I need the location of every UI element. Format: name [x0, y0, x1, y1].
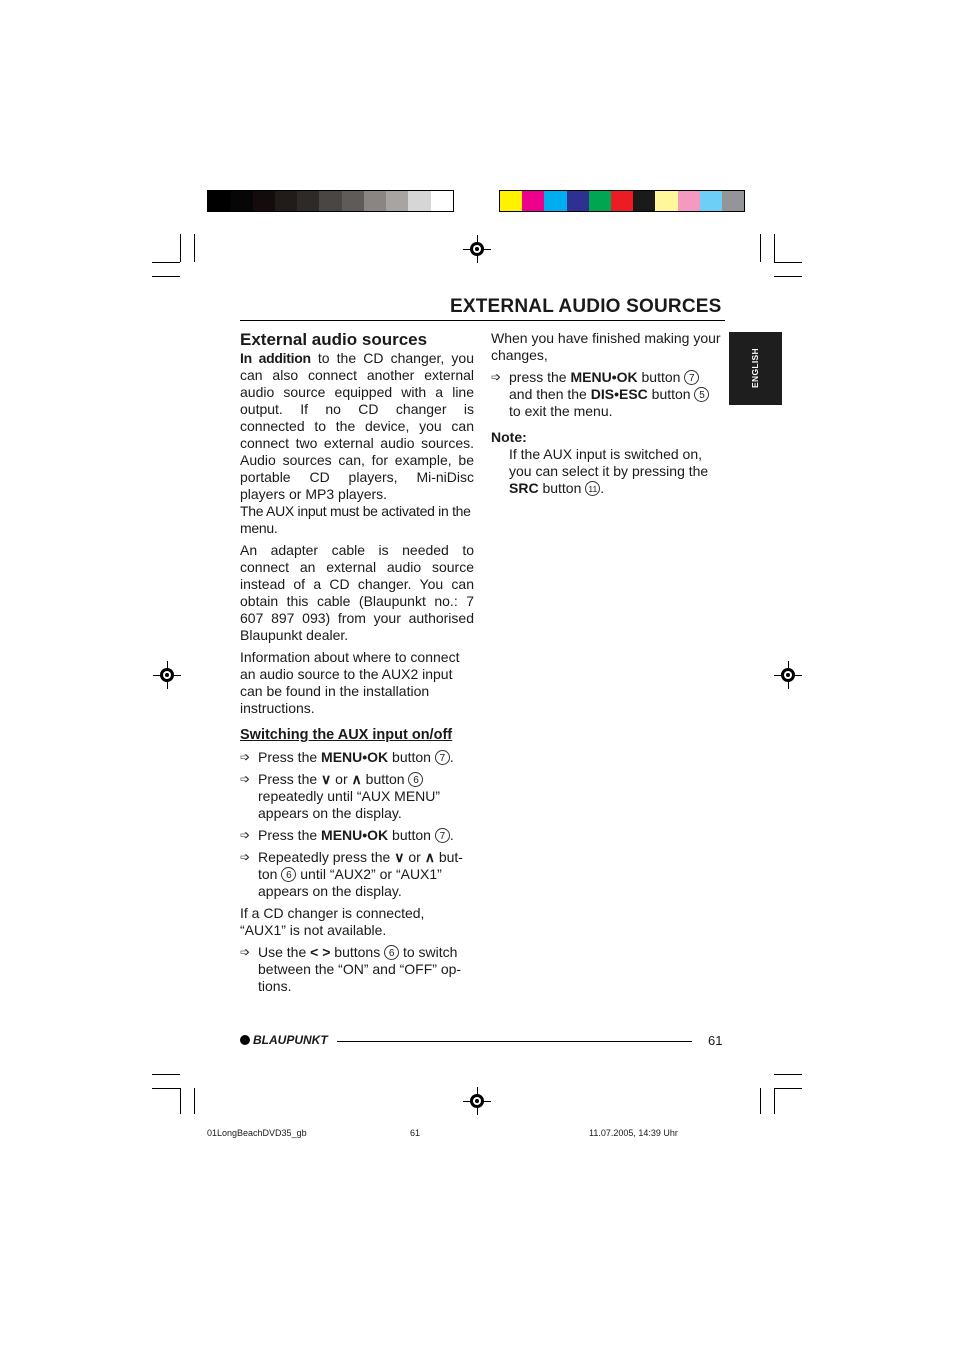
color-swatch	[364, 191, 386, 211]
color-swatch	[611, 191, 633, 211]
blaupunkt-logo	[240, 1033, 328, 1047]
step-text: .	[449, 749, 454, 765]
adapter-paragraph: An adapter cable is needed to connect an external audio source instead of a CD changer. You can obtain this cable (Blaupunkt no.: 7 607 897 093) from your authorised Blaupunkt dealer.	[240, 542, 474, 643]
chevron-up-icon: ∧	[351, 771, 362, 787]
step-text: but-ton	[258, 849, 463, 882]
crop-mark	[152, 276, 180, 277]
color-swatch	[230, 191, 252, 211]
crop-mark	[180, 1088, 181, 1114]
color-swatch	[567, 191, 589, 211]
crop-mark	[774, 276, 802, 277]
color-swatch	[589, 191, 611, 211]
step-text: and then the	[509, 386, 591, 402]
color-swatch	[208, 191, 230, 211]
crop-mark	[774, 234, 775, 262]
note-body: .	[600, 480, 605, 496]
crop-mark	[774, 1088, 775, 1114]
crop-mark	[760, 1088, 761, 1114]
finish-paragraph: When you have finished making your changes,	[491, 330, 721, 363]
intro-bold: In addition	[240, 350, 311, 366]
step-text: until “AUX2” or “AUX1” appears on the display.	[258, 866, 442, 899]
src-label: SRC	[509, 480, 539, 496]
step-item	[240, 749, 474, 766]
step-text: or	[404, 849, 425, 865]
note-body: If the AUX input is switched on, you can select it by pressing the	[509, 446, 709, 479]
language-tab	[729, 332, 782, 405]
button-number-badge: 11	[585, 481, 600, 496]
right-arrow-icon: ➩	[491, 370, 502, 384]
right-arrow-icon: ➩	[240, 850, 251, 864]
chevron-up-icon: ∧	[424, 849, 435, 865]
aux-activation-note: The AUX input must be activated in the menu.	[240, 503, 471, 536]
step-text: button	[388, 749, 435, 765]
note-text	[491, 446, 727, 497]
menu-ok-label: MENU•OK	[321, 827, 389, 843]
step-text: repeatedly until “AUX MENU” appears on the display.	[258, 788, 441, 821]
button-number-badge: 7	[435, 750, 450, 765]
step-text: Press the	[258, 771, 322, 787]
color-swatch	[700, 191, 722, 211]
crop-mark	[194, 234, 195, 262]
color-calibration-bar	[499, 190, 745, 212]
step-item	[240, 849, 474, 900]
crop-mark	[152, 1088, 180, 1089]
step-text: button	[637, 369, 685, 385]
chevron-left-right-icon: < >	[310, 944, 331, 960]
left-column	[240, 330, 474, 995]
step-text: or	[331, 771, 352, 787]
color-swatch	[522, 191, 544, 211]
title-rule	[240, 320, 725, 321]
crop-mark	[760, 234, 761, 262]
crop-mark	[774, 262, 802, 263]
color-swatch	[253, 191, 275, 211]
step-item	[240, 827, 474, 844]
language-tab-label: ENGLISH	[750, 348, 760, 388]
menu-ok-label: MENU•OK	[570, 369, 638, 385]
button-number-badge: 6	[408, 772, 423, 787]
right-arrow-icon: ➩	[240, 828, 251, 842]
right-column	[491, 330, 727, 497]
step-item	[240, 944, 474, 995]
right-arrow-icon: ➩	[240, 772, 251, 786]
installation-paragraph: Information about where to connect an audio source to the AUX2 input can be found in the installation instructions.	[240, 649, 460, 716]
cd-changer-note: If a CD changer is connected, “AUX1” is not available.	[240, 905, 425, 938]
note-label: Note:	[491, 429, 527, 445]
gray-calibration-bar	[207, 190, 454, 212]
step-text: .	[449, 827, 454, 843]
chevron-down-icon: ∨	[321, 771, 332, 787]
button-number-badge: 7	[684, 370, 699, 385]
color-swatch	[275, 191, 297, 211]
color-swatch	[678, 191, 700, 211]
color-swatch	[386, 191, 408, 211]
page-title: EXTERNAL AUDIO SOURCES	[450, 296, 722, 317]
registration-mark-icon	[463, 235, 491, 263]
dis-esc-label: DIS•ESC	[590, 386, 648, 402]
color-swatch	[431, 191, 453, 211]
slug-filename: 01LongBeachDVD35_gb	[207, 1128, 307, 1138]
step-text: Use the	[258, 944, 311, 960]
button-number-badge: 5	[694, 387, 709, 402]
color-swatch	[633, 191, 655, 211]
color-swatch	[297, 191, 319, 211]
registration-mark-icon	[774, 661, 802, 689]
intro-paragraph	[240, 350, 474, 503]
crop-mark	[180, 234, 181, 262]
color-swatch	[500, 191, 522, 211]
step-text: to switch between the “ON” and “OFF” op-tions.	[258, 944, 462, 994]
footer-rule	[337, 1041, 692, 1042]
page-number: 61	[708, 1033, 723, 1048]
button-number-badge: 6	[384, 945, 399, 960]
step-text: Repeatedly press the	[258, 849, 395, 865]
step-text: button	[388, 827, 435, 843]
note-body: button	[538, 480, 586, 496]
step-text: button	[361, 771, 409, 787]
step-text: button	[647, 386, 695, 402]
crop-mark	[774, 1074, 802, 1075]
right-arrow-icon: ➩	[240, 750, 251, 764]
color-swatch	[342, 191, 364, 211]
menu-ok-label: MENU•OK	[321, 749, 389, 765]
slug-date: 11.07.2005, 14:39 Uhr	[589, 1128, 678, 1138]
subsection-heading: Switching the AUX input on/off	[240, 727, 453, 743]
button-number-badge: 6	[281, 867, 296, 882]
step-text: to exit the menu.	[509, 403, 613, 419]
crop-mark	[774, 1088, 802, 1089]
step-text: Press the	[258, 827, 322, 843]
step-item	[240, 771, 474, 822]
color-swatch	[655, 191, 677, 211]
color-swatch	[319, 191, 341, 211]
step-text: press the	[509, 369, 571, 385]
step-text: Press the	[258, 749, 322, 765]
chevron-down-icon: ∨	[394, 849, 405, 865]
step-text: buttons	[330, 944, 385, 960]
color-swatch	[544, 191, 566, 211]
brand-name: BLAUPUNKT	[253, 1033, 328, 1047]
crop-mark	[152, 262, 180, 263]
crop-mark	[152, 1074, 180, 1075]
section-heading: External audio sources	[240, 330, 428, 349]
slug-page: 61	[410, 1128, 421, 1138]
right-arrow-icon: ➩	[240, 945, 251, 959]
step-item	[491, 369, 727, 420]
crop-mark	[194, 1088, 195, 1114]
color-swatch	[722, 191, 744, 211]
registration-mark-icon	[463, 1087, 491, 1115]
color-swatch	[408, 191, 430, 211]
logo-dot-icon	[240, 1035, 250, 1045]
intro-text: to the CD changer, you can also connect another external audio source equipped with a line output. If no CD changer is connected to the device, you can connect two external audio sources. Audio sources can, for example, be portable CD players, Mi-niDisc players or MP3 players.	[240, 350, 475, 502]
button-number-badge: 7	[435, 828, 450, 843]
registration-mark-icon	[153, 661, 181, 689]
